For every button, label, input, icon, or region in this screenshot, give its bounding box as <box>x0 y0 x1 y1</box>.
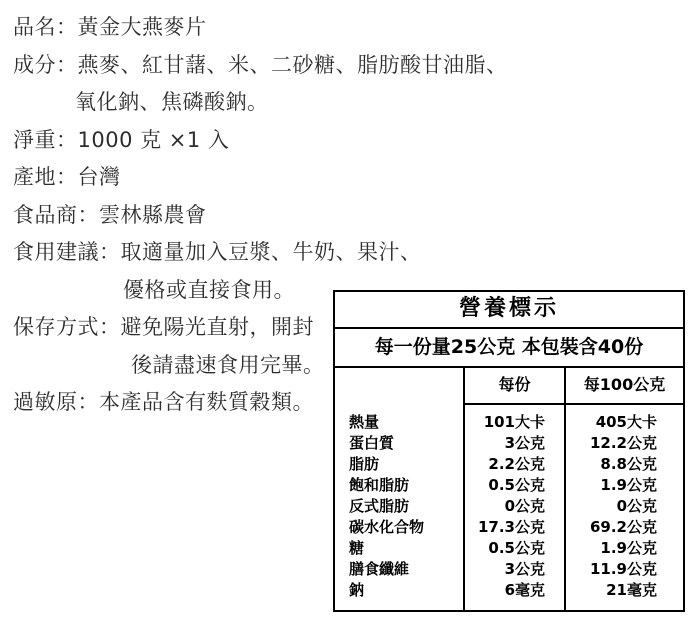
nutrition-column-header-row <box>335 368 683 405</box>
serving-suggestion-line: 食用建議：取適量加入豆漿、牛奶、果汁、 <box>13 240 422 264</box>
storage-line-continued: 後請盡速食用完畢。 <box>131 352 325 377</box>
nutrition-per-100g-value: 1.9公克 <box>600 539 657 557</box>
nutrition-column-header-per-serving: 每份 <box>465 368 566 405</box>
nutrition-row-label: 反式脂肪 <box>349 497 410 515</box>
allergen-line: 過敏原：本產品含有麩質穀類。 <box>13 390 314 414</box>
nutrition-per-100g-value: 0公克 <box>616 497 657 515</box>
nutrition-per-serving-value: 2.2公克 <box>488 455 545 473</box>
nutrition-per-100g-value: 21毫克 <box>606 581 657 599</box>
nutrition-per-100g-column <box>566 405 683 610</box>
nutrition-per-100g-value: 1.9公克 <box>600 476 657 494</box>
serving-suggestion-line-continued: 優格或直接食用。 <box>123 277 295 302</box>
nutrition-row-label: 膳食纖維 <box>349 560 410 578</box>
nutrition-per-serving-value: 0.5公克 <box>488 539 545 557</box>
nutrition-per-100g-value: 8.8公克 <box>600 455 657 473</box>
nutrition-column-header-per-100g: 每100公克 <box>566 368 683 405</box>
nutrition-per-100g-value: 405大卡 <box>595 413 657 431</box>
ingredients-line-continued: 氧化鈉、焦磷酸鈉。 <box>75 90 269 114</box>
storage-line: 保存方式：避免陽光直射，開封 <box>13 315 314 339</box>
nutrition-column-header-empty <box>335 368 465 405</box>
nutrition-per-serving-value: 101大卡 <box>483 413 545 431</box>
manufacturer-line: 食品商：雲林縣農會 <box>13 202 207 227</box>
ingredients-line: 成分：燕麥、紅甘藷、米、二砂糖、脂肪酸甘油脂、 <box>13 52 508 77</box>
nutrition-label-column <box>335 405 465 610</box>
nutrition-per-serving-value: 3公克 <box>504 434 545 452</box>
nutrition-row-label: 鈉 <box>349 581 365 599</box>
nutrition-per-serving-value: 3公克 <box>504 560 545 578</box>
nutrition-row-label: 熱量 <box>349 413 380 431</box>
origin-line: 產地：台灣 <box>13 165 121 189</box>
nutrition-table-body <box>335 405 683 610</box>
nutrition-row-label: 蛋白質 <box>349 434 395 452</box>
nutrition-row-label: 碳水化合物 <box>349 518 425 536</box>
nutrition-table-title: 營養標示 <box>335 292 683 329</box>
nutrition-per-100g-value: 12.2公克 <box>589 434 657 452</box>
net-weight-line: 淨重：1000 克 ×1 入 <box>13 127 230 152</box>
nutrition-row-label: 糖 <box>349 539 365 557</box>
nutrition-per-serving-value: 17.3公克 <box>477 518 545 536</box>
nutrition-per-serving-value: 0公克 <box>504 497 545 515</box>
nutrition-per-serving-value: 6毫克 <box>504 581 545 599</box>
nutrition-table <box>333 290 685 612</box>
nutrition-per-100g-value: 11.9公克 <box>589 560 657 578</box>
nutrition-row-label: 脂肪 <box>349 455 380 473</box>
nutrition-serving-info: 每一份量25公克 本包裝含40份 <box>335 329 683 368</box>
nutrition-per-serving-value: 0.5公克 <box>488 476 545 494</box>
product-name-line: 品名：黃金大燕麥片 <box>13 15 207 39</box>
nutrition-per-serving-column <box>465 405 566 610</box>
nutrition-per-100g-value: 69.2公克 <box>589 518 657 536</box>
nutrition-row-label: 飽和脂肪 <box>349 476 410 494</box>
